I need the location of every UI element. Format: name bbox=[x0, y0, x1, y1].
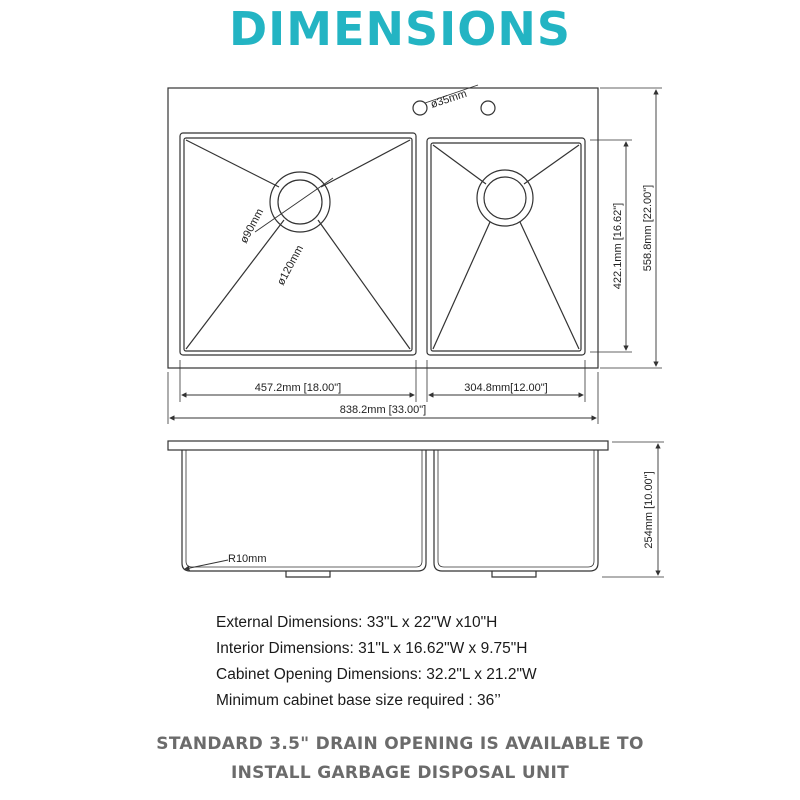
drain-note-line1: STANDARD 3.5" DRAIN OPENING IS AVAILABLE TO bbox=[156, 734, 644, 754]
left-bowl-profile bbox=[182, 450, 426, 571]
right-drain-stub bbox=[492, 571, 536, 577]
height-label: 254mm [10.00"] bbox=[643, 471, 655, 549]
drain-inner-label: ø90mm bbox=[238, 206, 267, 246]
corner-radius-label: R10mm bbox=[228, 553, 267, 565]
left-drain-stub bbox=[286, 571, 330, 577]
spec-min-cabinet: Minimum cabinet base size required : 36’’ bbox=[216, 692, 501, 709]
left-bowl bbox=[180, 133, 416, 355]
spec-interior: Interior Dimensions: 31"L x 16.62"W x 9.75"H bbox=[216, 640, 528, 657]
spec-cabinet-opening: Cabinet Opening Dimensions: 32.2"L x 21.2"W bbox=[216, 666, 537, 683]
accessory-hole bbox=[481, 101, 495, 115]
left-drain-inner bbox=[278, 180, 322, 224]
drain-note-line2: INSTALL GARBAGE DISPOSAL UNIT bbox=[230, 763, 569, 783]
right-bowl bbox=[427, 138, 585, 355]
right-bowl-width-label: 304.8mm[12.00"] bbox=[464, 382, 548, 394]
right-bowl-profile bbox=[434, 450, 598, 571]
faucet-hole-label: ø35mm bbox=[429, 87, 469, 111]
sink-rim bbox=[168, 441, 608, 450]
left-drain-outer bbox=[270, 172, 330, 232]
spec-external: External Dimensions: 33"L x 22"W x10"H bbox=[216, 614, 498, 631]
right-drain-outer bbox=[477, 170, 533, 226]
bowl-depth-label: 422.1mm [16.62"] bbox=[612, 202, 624, 290]
top-view bbox=[168, 85, 662, 424]
overall-depth-label: 558.8mm [22.00"] bbox=[642, 184, 654, 272]
drain-outer-label: ø120mm bbox=[275, 243, 307, 288]
faucet-hole bbox=[413, 101, 427, 115]
overall-width-label: 838.2mm [33.00"] bbox=[339, 404, 427, 416]
sink-outline bbox=[168, 88, 598, 368]
right-drain-inner bbox=[484, 177, 526, 219]
spec-list bbox=[216, 610, 537, 714]
page-title: DIMENSIONS bbox=[229, 2, 571, 56]
left-bowl-width-label: 457.2mm [18.00"] bbox=[254, 382, 342, 394]
